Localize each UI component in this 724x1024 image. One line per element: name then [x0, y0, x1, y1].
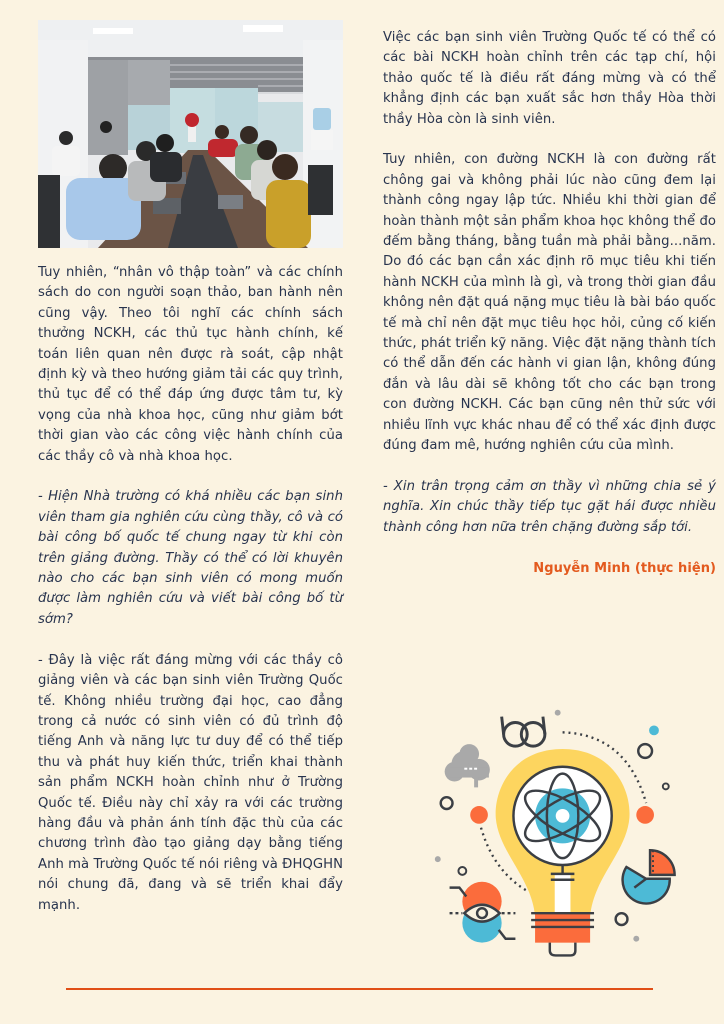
interview-question: - Hiện Nhà trường có khá nhiều các bạn sinh viên tham gia nghiên cứu cùng thầy, cô và có bài công bố quốc tế chung ngay từ khi còn trên giảng đường. Thầy có thể có lời khuyên nào cho các bạn sinh viên có mong muốn được làm nghiên cứu và viết bài công bố từ sớm? [38, 489, 343, 627]
ring [458, 867, 466, 875]
lightbulb-icon [496, 749, 630, 955]
ring [616, 913, 628, 925]
dot [633, 936, 639, 942]
orange-dot [470, 806, 488, 824]
dot [649, 725, 659, 735]
pie-chart-icon [623, 850, 675, 903]
ring [441, 797, 453, 809]
eye-icon [450, 882, 516, 943]
left-column [38, 263, 343, 936]
right-column [383, 28, 716, 579]
orange-dot [636, 806, 654, 824]
lightbulb-science-illustration [425, 695, 710, 980]
closing-remark: - Xin trân trọng cảm ơn thầy vì những chia sẻ ý nghĩa. Xin chúc thầy tiếp tục gặt hái được nhiều thành công hơn nữa trên chặng đường sắp tới. [383, 478, 716, 535]
paragraph: Việc các bạn sinh viên Trường Quốc tế có thể có các bài NCKH hoàn chỉnh trên các tạp chí, hội thảo quốc tế là điều rất đáng mừng và có thể khẳng định các bạn xuất sắc hơn thầy Hòa thời thầy Hòa còn là sinh viên. [383, 30, 716, 127]
glasses-icon [502, 717, 545, 746]
meeting-photo-illustration [38, 20, 343, 248]
meeting-photo [38, 20, 343, 248]
dot [435, 856, 441, 862]
thought-cloud-icon [445, 744, 490, 787]
footer-divider [66, 988, 653, 990]
ring [663, 783, 669, 789]
author-signature: Nguyễn Minh (thực hiện) [533, 560, 716, 576]
dot [555, 710, 561, 716]
paragraph: Tuy nhiên, “nhân vô thập toàn” và các chính sách do con người soạn thảo, ban hành nên cũng vậy. Theo tôi nghĩ các chính sách thưởng NCKH, các thủ tục hành chính, kế toán liên quan nên được rà soát, cập nhật định kỳ và theo hướng giảm tải các quy trình, thủ tục để có thể đáp ứng được tâm tư, kỳ vọng của nhà khoa học, cũng như giảm bớt thời gian vào các công việc hành chính của các thầy cô và nhà khoa học. [38, 265, 343, 464]
ring [638, 744, 652, 758]
interview-answer: - Đây là việc rất đáng mừng với các thầy cô giảng viên và các bạn sinh viên Trường Quốc tế. Không nhiều trường đại học, cao đẳng trong cả nước có sinh viên có đủ trình độ tiếng Anh và năng lực tư duy để có thể tiếp thu và phát huy kiến thức, triển khai thành sản phẩm NCKH hoàn chỉnh như ở Trường Quốc tế. Điều này chỉ xảy ra với các trường hàng đầu và phản ánh tính đặc thù của các chương trình đào tạo giảng dạy bằng tiếng Anh mà Trường Quốc tế nói riêng và ĐHQGHN nói chung đã, đang và sẽ triển khai đẩy mạnh. [38, 652, 343, 913]
paragraph: Tuy nhiên, con đường NCKH là con đường rất chông gai và không phải lúc nào cũng đem lại thành công ngay lập tức. Nhiều khi thời gian để hoàn thành một sản phẩm khoa học không thể đo đếm bằng tháng, bằng tuần mà phải bằng...năm. Do đó các bạn cần xác định rõ mục tiêu khi tiến hành NCKH của mình là gì, và trong thời gian đầu không nên đặt quá nặng mục tiêu là bài báo quốc tế mà chỉ nên đặt mục tiêu học hỏi, củng cố kiến thức, phát triển kỹ năng. Việc đặt nặng thành tích có thể dẫn đến các hành vi gian lận, không đúng đắn và lâu dài sẽ không tốt cho các bạn trong con đường NCKH. Các bạn cũng nên thử sức với nhiều lĩnh vực khác nhau để có thể xác định được đúng đam mê, hướng nghiên cứu của mình. [383, 152, 716, 454]
